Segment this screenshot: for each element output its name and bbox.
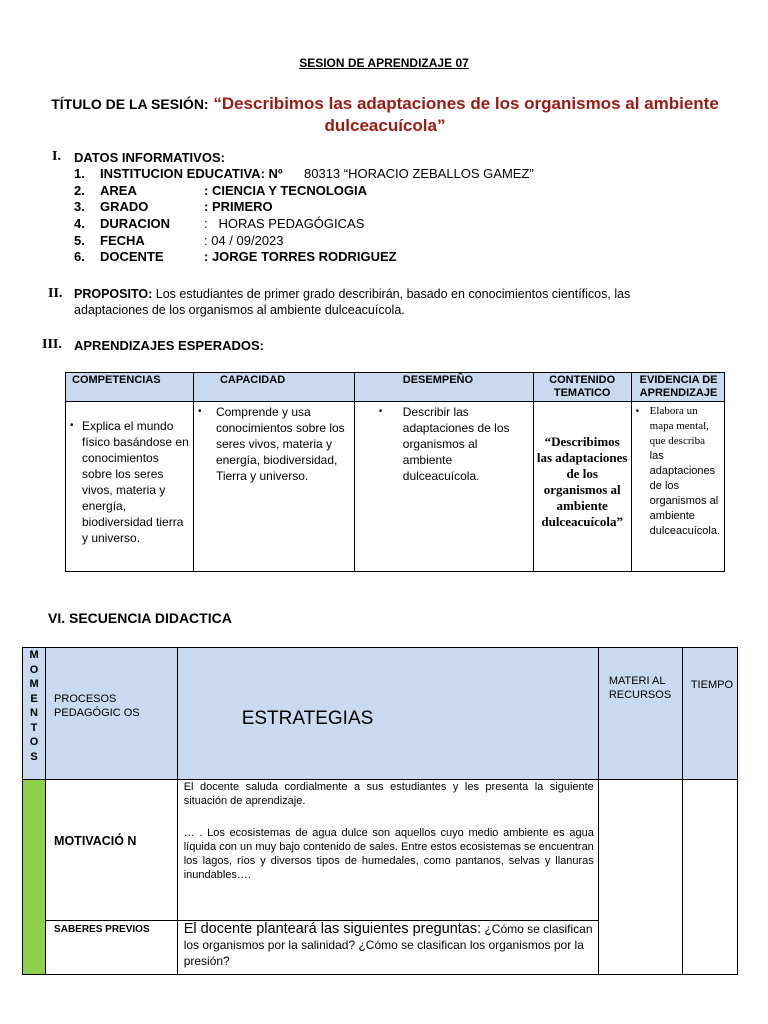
header-evidencia: EVIDENCIA DE APRENDIZAJE bbox=[631, 373, 724, 402]
momentos-letter: M bbox=[29, 649, 39, 661]
section-numeral-ii: II. bbox=[48, 286, 63, 301]
item-key: DOCENTE bbox=[100, 249, 164, 264]
aprendizajes-body-row bbox=[66, 402, 725, 572]
aprendizajes-table bbox=[65, 372, 725, 572]
item-value: : HORAS PEDAGÓGICAS bbox=[204, 216, 365, 231]
saberes-text-intro: El docente planteará las siguientes preguntas: bbox=[183, 921, 482, 937]
item-number: 5. bbox=[74, 233, 85, 248]
estrategias-header: ESTRATEGIAS bbox=[177, 648, 598, 780]
competencia-cell bbox=[66, 402, 194, 572]
materiales-cell bbox=[598, 780, 682, 975]
saberes-cell bbox=[177, 921, 598, 975]
saberes-label: SABERES PREVIOS bbox=[46, 921, 178, 975]
momentos-letter: E bbox=[30, 692, 38, 705]
item-number: 1. bbox=[74, 166, 85, 181]
header-desempeno: DESEMPEÑO bbox=[354, 373, 533, 402]
datos-heading: DATOS INFORMATIVOS: bbox=[74, 150, 225, 165]
tiempo-cell bbox=[682, 780, 737, 975]
section-numeral-i: I. bbox=[52, 149, 61, 164]
momentos-letter: T bbox=[30, 721, 38, 734]
tiempo-header: TIEMPO bbox=[682, 648, 737, 780]
momentos-letter: N bbox=[30, 707, 38, 719]
item-number: 3. bbox=[74, 199, 85, 214]
competencia-text: Explica el mundo físico basándose en conocimientos sobre los seres vivos, materia y energía, biodiversidad tierra y universo. bbox=[82, 419, 189, 545]
item-number: 6. bbox=[74, 249, 85, 264]
item-key: AREA bbox=[100, 183, 137, 198]
datos-item bbox=[74, 216, 674, 232]
header-capacidad: CAPACIDAD bbox=[193, 373, 354, 402]
contenido-cell bbox=[533, 402, 631, 572]
aprendizajes-heading: APRENDIZAJES ESPERADOS: bbox=[74, 338, 264, 353]
proposito-text-line2: adaptaciones de los organismos al ambiente dulceacuícola. bbox=[74, 303, 405, 317]
bullet-icon: • bbox=[197, 406, 202, 417]
desempeno-text: Describir las adaptaciones de los organismos al ambiente dulceacuícola. bbox=[402, 405, 510, 483]
materiales-header: MATERI AL RECURSOS bbox=[598, 648, 682, 780]
item-key: GRADO bbox=[100, 199, 149, 214]
datos-item bbox=[74, 166, 674, 182]
motivacion-cell bbox=[177, 780, 598, 921]
momento-inicio-cell bbox=[23, 780, 46, 975]
datos-item bbox=[74, 199, 674, 215]
item-value: : PRIMERO bbox=[204, 199, 273, 214]
header-contenido: CONTENIDO TEMATICO bbox=[533, 373, 631, 402]
item-key: INSTITUCION EDUCATIVA: Nº bbox=[100, 166, 283, 181]
evidencia-cell bbox=[631, 402, 724, 572]
item-number: 2. bbox=[74, 183, 85, 198]
item-key: FECHA bbox=[100, 233, 145, 248]
session-number-title: SESION DE APRENDIZAJE 07 bbox=[299, 56, 469, 70]
datos-item bbox=[74, 249, 674, 265]
motivacion-text-2: … . Los ecosistemas de agua dulce son aquellos cuyo medio ambiente es agua líquida con un muy bajo contenido de sales. Entre estos ecosistemas se encuentran los lagos, ríos y diversos tipos de humedales, como pantanos, selvas y llanuras inundables…. bbox=[183, 827, 594, 881]
item-value: : 04 / 09/2023 bbox=[204, 233, 284, 248]
capacidad-cell bbox=[193, 402, 354, 572]
bullet-icon: • bbox=[635, 406, 640, 417]
contenido-text: “Describimos las adaptaciones de los organismos al ambiente dulceacuícola” bbox=[536, 434, 628, 529]
momentos-letter: O bbox=[29, 663, 39, 676]
motivacion-text-1: El docente saluda cordialmente a sus estudiantes y les presenta la siguiente situación de aprendizaje. bbox=[183, 781, 594, 807]
desempeno-cell bbox=[354, 402, 533, 572]
proposito-paragraph bbox=[74, 286, 714, 318]
item-value: : JORGE TORRES RODRIGUEZ bbox=[204, 249, 397, 264]
aprendizajes-header-row bbox=[66, 373, 725, 402]
item-value: : CIENCIA Y TECNOLOGIA bbox=[204, 183, 367, 198]
saberes-text-questions: ¿Cómo se clasifican los organismos por la salinidad? ¿Cómo se clasifican los organismos por la presión? bbox=[183, 922, 593, 968]
item-value: 80313 “HORACIO ZEBALLOS GAMEZ” bbox=[304, 166, 534, 181]
item-number: 4. bbox=[74, 216, 85, 231]
evidencia-text-2: las adaptaciones de los organismos al ambiente dulceacuícola. bbox=[649, 450, 720, 537]
motivacion-label: MOTIVACIÓ N bbox=[46, 780, 178, 921]
procesos-header: PROCESOS PEDAGÓGIC OS bbox=[46, 648, 178, 780]
header-competencias: COMPETENCIAS bbox=[66, 373, 194, 402]
momentos-letter: M bbox=[29, 678, 39, 690]
proposito-label: PROPOSITO: bbox=[74, 287, 153, 301]
motivacion-row bbox=[23, 780, 738, 921]
datos-item bbox=[74, 183, 674, 199]
proposito-text-line1: Los estudiantes de primer grado describirán, basado en conocimientos científicos, las bbox=[152, 287, 631, 301]
session-title bbox=[20, 93, 750, 136]
session-title-line1: “Describimos las adaptaciones de los organismos al ambiente bbox=[213, 94, 719, 113]
section-numeral-iii: III. bbox=[42, 337, 62, 352]
momentos-letter: O bbox=[29, 736, 39, 748]
secuencia-header-row bbox=[23, 648, 738, 780]
session-title-label: TÍTULO DE LA SESIÓN: bbox=[51, 96, 209, 112]
item-key: DURACION bbox=[100, 216, 171, 231]
bullet-icon: • bbox=[70, 420, 74, 431]
datos-item bbox=[74, 233, 674, 249]
secuencia-table bbox=[22, 647, 738, 975]
momentos-header bbox=[23, 648, 46, 780]
capacidad-text: Comprende y usa conocimientos sobre los seres vivos, materia y energía, biodiversidad, Tierra y universo. bbox=[215, 405, 345, 483]
session-title-line2: dulceacuícola” bbox=[324, 116, 446, 135]
momentos-letter: S bbox=[30, 750, 38, 763]
secuencia-heading: VI. SECUENCIA DIDACTICA bbox=[48, 610, 232, 626]
evidencia-text-1: Elabora un mapa mental, que describa bbox=[649, 405, 709, 447]
bullet-icon: • bbox=[378, 406, 383, 417]
